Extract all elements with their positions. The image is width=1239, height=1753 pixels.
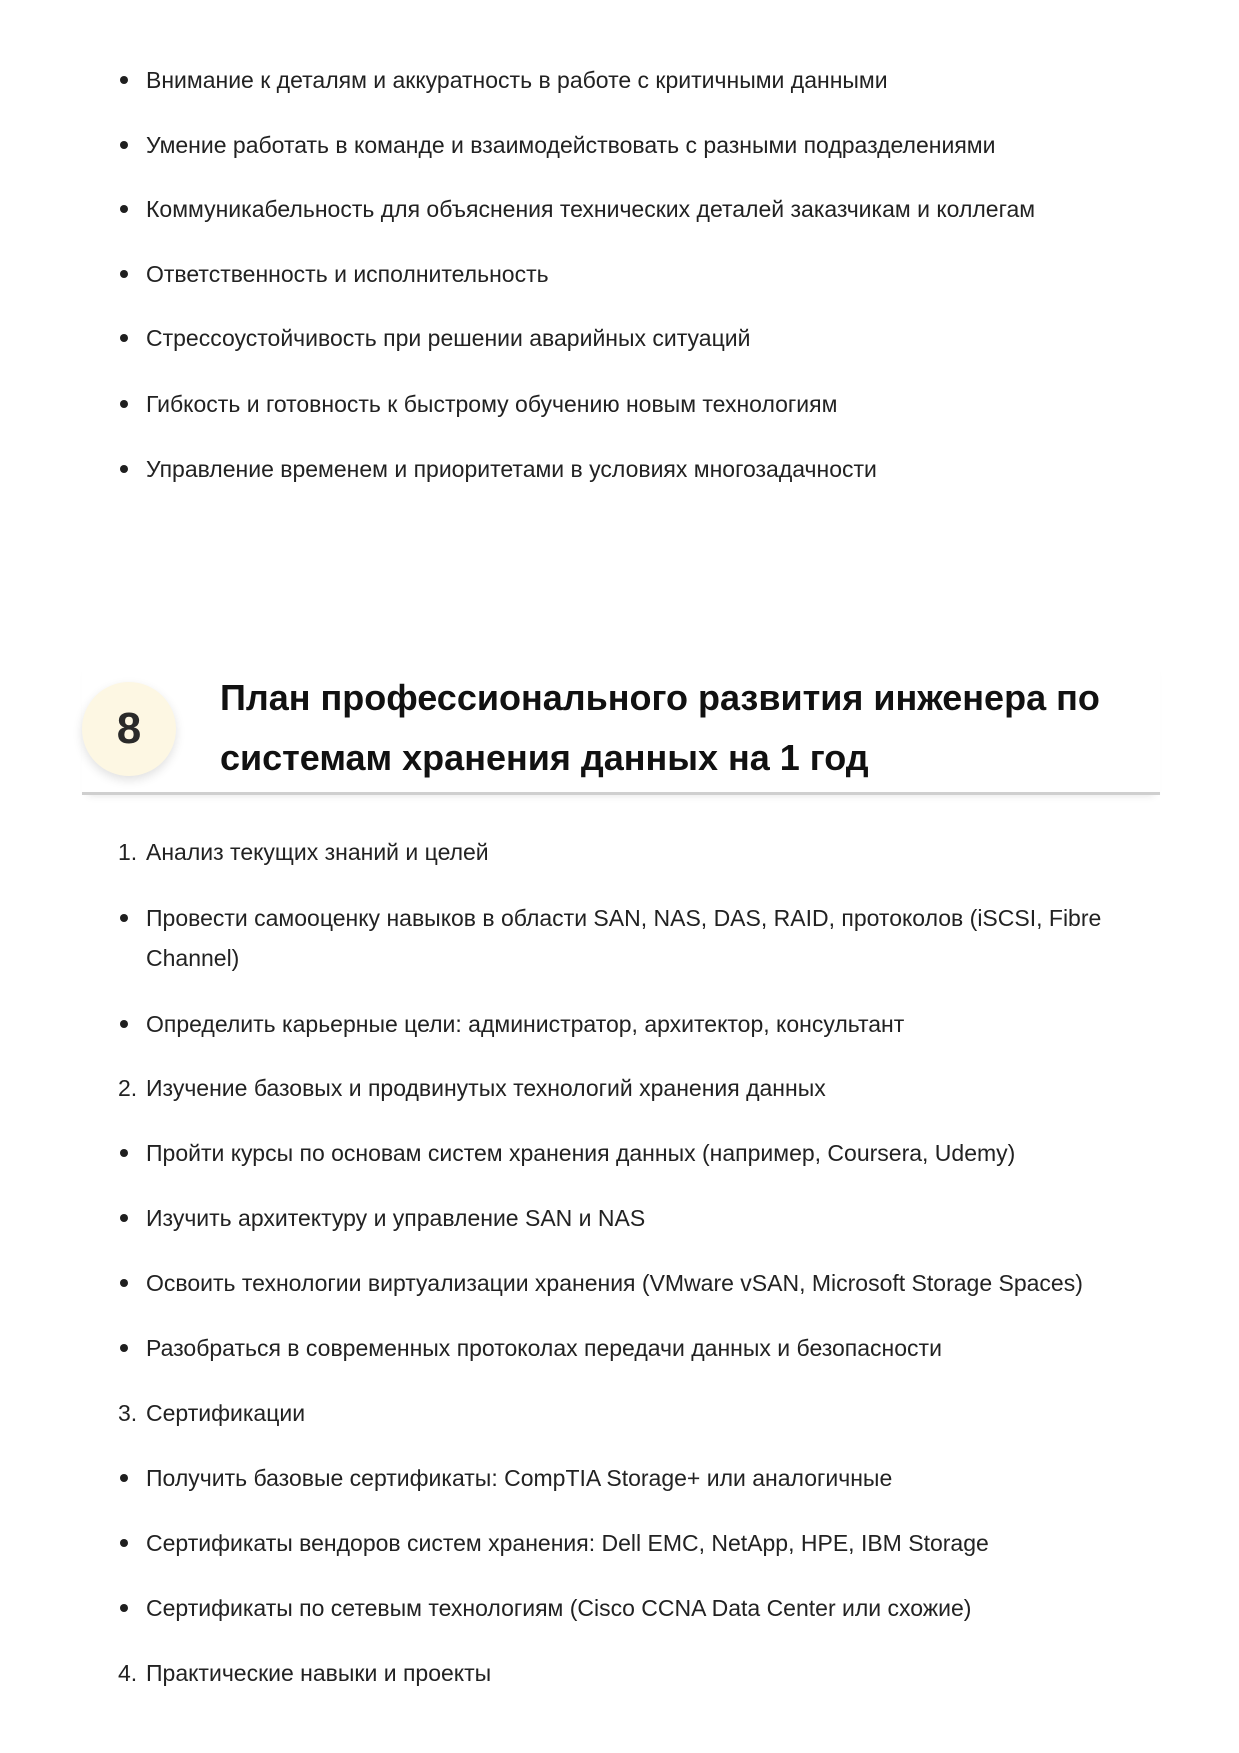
bullet-icon: [120, 1344, 128, 1352]
bullet-icon: [120, 1020, 128, 1028]
bullet-icon: [120, 334, 128, 342]
bullet-icon: [120, 1149, 128, 1157]
item-number: 4.: [118, 1660, 138, 1686]
item-number: 2.: [118, 1075, 138, 1101]
item-number: 1.: [118, 839, 138, 865]
document-page: Внимание к деталям и аккуратность в работе с критичными данными Умение работать в команде и взаимодействовать с разными подразделениями Коммуникабельность для объяснения технических деталей заказчикам и коллегам Ответственность и исполнительность Стрессоустойчивость при решении аварийных ситуаций Гибкость и готовность к быстрому обучению новым технологиям Управление временем и приоритетами в условиях многозадачности 8 План профессионального развития инженера по системам хранения данных на 1 год 1. Анализ текущих знаний и целей Провести самооценку навыков в области SAN, NAS, DAS, RAID, протоколов (iSCSI, Fibre Channel) Определить карьерные цели: администратор, архитектор, консультант 2. Изучение базовых и продвинутых технологий хранения данных Пройти курсы по основам систем хранения данных (например, Coursera, Udemy) Изучить архитектуру и управление SAN и NAS Освоить технологии виртуализации хранения (VMware vSAN, Microsoft Storage Spaces) Разобраться в современных протоколах передачи данных и безопасности 3. Сертификации Получить базовые сертификаты: CompTIA Storage+ или аналогичные Сертификаты вендоров систем хранения: Dell EMC, NetApp, HPE, IBM Storage Сертификаты по сетевым технологиям (Cisco CCNA Data Center или схожие) 4. Практические навыки и проекты: [0, 0, 1239, 1753]
bullet-icon: [120, 205, 128, 213]
bullet-icon: [120, 465, 128, 473]
bullet-icon: [120, 76, 128, 84]
bullet-icon: [120, 1214, 128, 1222]
bullet-icon: [120, 1279, 128, 1287]
bullet-icon: [120, 1604, 128, 1612]
section-title: План профессионального развития инженера по системам хранения данных на 1 год: [220, 677, 1100, 778]
bullet-icon: [120, 914, 128, 922]
bullet-icon: [120, 1539, 128, 1547]
bullet-icon: [120, 1474, 128, 1482]
bullet-icon: [120, 400, 128, 408]
bullet-icon: [120, 270, 128, 278]
section-number-badge: 8: [82, 682, 176, 776]
bullet-icon: [120, 141, 128, 149]
item-number: 3.: [118, 1400, 138, 1426]
